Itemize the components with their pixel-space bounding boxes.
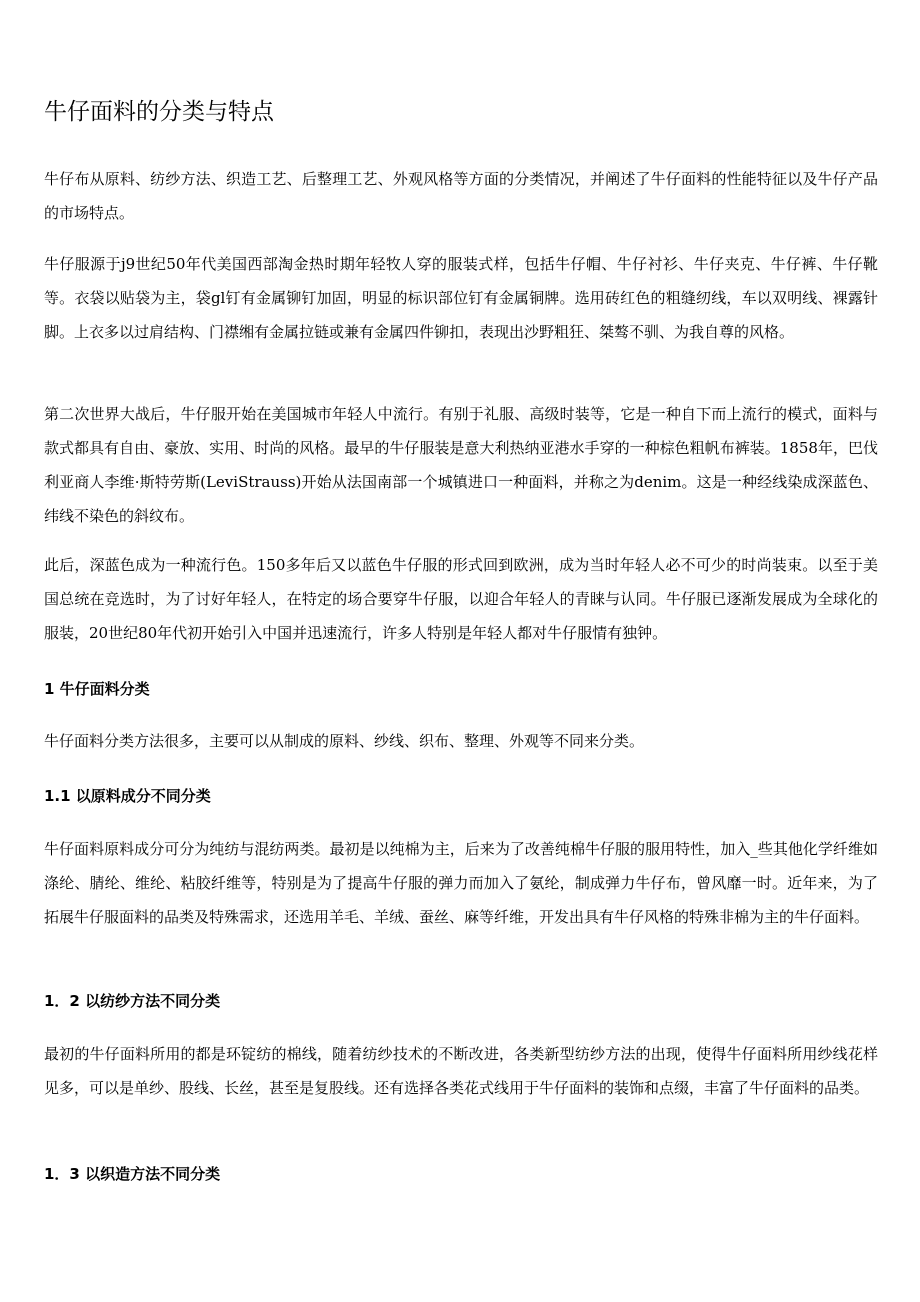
section-1-paragraph: 牛仔面料分类方法很多，主要可以从制成的原料、纱线、织布、整理、外观等不同来分类。 — [44, 732, 645, 750]
section-1-3-heading: 1．3 以织造方法不同分类 — [44, 1165, 221, 1183]
intro-paragraph: 牛仔布从原料、纺纱方法、织造工艺、后整理工艺、外观风格等方面的分类情况，并阐述了牛仔面料的性能特征以及牛仔产品的市场特点。 — [44, 170, 878, 222]
popularity-paragraph: 此后，深蓝色成为一种流行色。150多年后又以蓝色牛仔服的形式回到欧洲，成为当时年轻人必不可少的时尚装束。以至于美国总统在竞选时，为了讨好年轻人，在特定的场合要穿牛仔服，以迎合年轻人的青睐与认同。牛仔服已逐渐发展成为全球化的服装，20世纪80年代初开始引入中国并迅速流行，许多人特别是年轻人都对牛仔服情有独钟。 — [44, 556, 878, 642]
origin-paragraph: 牛仔服源于j9世纪50年代美国西部淘金热时期年轻牧人穿的服装式样，包括牛仔帽、牛仔衬衫、牛仔夹克、牛仔裤、牛仔靴等。衣袋以贴袋为主，袋gl钉有金属铆钉加固，明显的标识部位钉有金属铜牌。选用砖红色的粗缝纫线，车以双明线、裸露针脚。上衣多以过肩结构、门襟缃有金属拉链或兼有金属四件铆扣，表现出沙野粗狂、桀骜不驯、为我自尊的风格。 — [44, 255, 878, 341]
section-1-1-heading: 1.1 以原料成分不同分类 — [44, 787, 211, 805]
history-paragraph: 第二次世界大战后，牛仔服开始在美国城市年轻人中流行。有别于礼服、高级时装等，它是一种自下而上流行的模式，面料与款式都具有自由、豪放、实用、时尚的风格。最早的牛仔服装是意大利热纳亚港水手穿的一种棕色粗帆布裤装。1858年，巴伐利亚商人李维·斯特劳斯(LeviStrauss)开始从法国南部一个城镇进口一种面料，并称之为denim。这是一种经线染成深蓝色、纬线不染色的斜纹布。 — [44, 405, 878, 525]
section-1-1-paragraph: 牛仔面料原料成分可分为纯纺与混纺两类。最初是以纯棉为主，后来为了改善纯棉牛仔服的服用特性，加入_些其他化学纤维如涤纶、腈纶、维纶、粘胶纤维等，特别是为了提高牛仔服的弹力而加入了氨纶，制成弹力牛仔布，曾风靡一时。近年来，为了拓展牛仔服面料的品类及特殊需求，还选用羊毛、羊绒、蚕丝、麻等纤维，开发出具有牛仔风格的特殊非棉为主的牛仔面料。 — [44, 840, 878, 926]
section-1-2-paragraph: 最初的牛仔面料所用的都是环锭纺的棉线，随着纺纱技术的不断改进，各类新型纺纱方法的出现，使得牛仔面料所用纱线花样见多，可以是单纱、股线、长丝，甚至是复股线。还有选择各类花式线用于牛仔面料的装饰和点缀，丰富了牛仔面料的品类。 — [44, 1045, 878, 1097]
section-1-heading: 1 牛仔面料分类 — [44, 680, 150, 698]
section-1-2-heading: 1．2 以纺纱方法不同分类 — [44, 992, 221, 1010]
document-title: 牛仔面料的分类与特点 — [44, 99, 274, 125]
